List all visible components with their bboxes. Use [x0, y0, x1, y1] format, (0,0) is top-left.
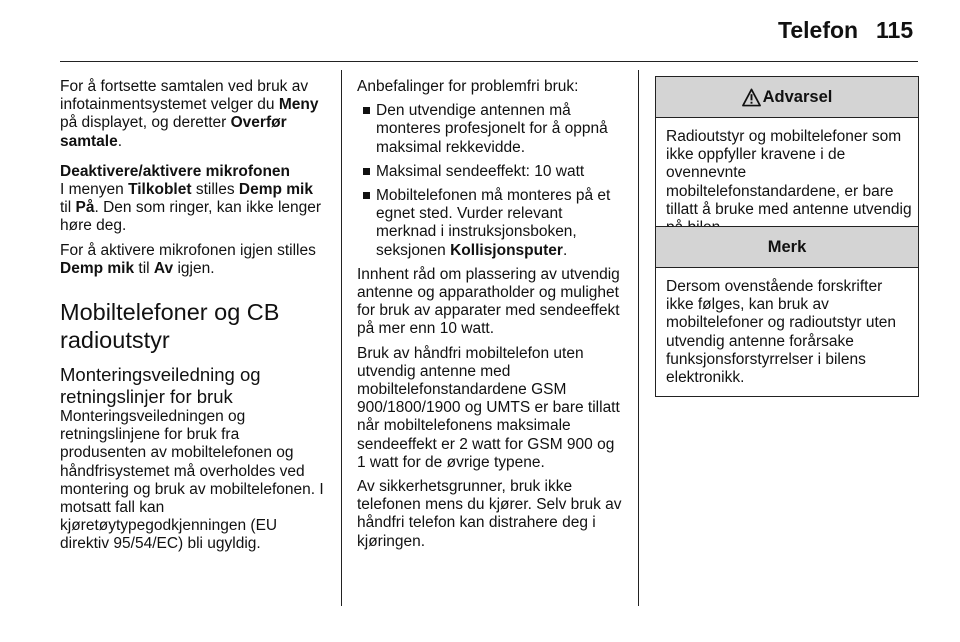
bullet-icon	[363, 107, 370, 114]
note-box	[655, 226, 919, 397]
bullet-icon	[363, 192, 370, 199]
subheading-microphone: Deaktivere/aktivere mikrofonen	[60, 162, 291, 180]
subsection-title: Monteringsveiledning og retningslinjer for bruk	[60, 364, 261, 408]
column-divider-left	[341, 70, 342, 606]
section-title: Mobiltelefoner og CB radioutstyr	[60, 299, 280, 354]
warning-triangle-icon	[742, 88, 761, 107]
warning-box-title: Advarsel	[762, 87, 833, 106]
menu-term-meny: Meny	[278, 96, 319, 114]
warning-box	[655, 76, 919, 247]
list-item: Maksimal sendeeffekt: 10 watt	[357, 163, 625, 181]
column-divider-right	[638, 70, 639, 606]
header-divider	[60, 61, 918, 62]
menu-term-overfor-samtale: Overfør samtale	[60, 114, 287, 150]
paragraph-mute: I menyen Tilkoblet stilles Demp mik til På. Den som ringer, kan ikke lenger høre deg.	[60, 181, 322, 235]
paragraph-transfer-call: For å fortsette samtalen ved bruk av infotainmentsystemet velger du Meny på displayet, og deretter Overfør samtale.	[60, 78, 319, 150]
column-middle	[357, 78, 625, 557]
bullet-icon	[363, 168, 370, 175]
paragraph-installation: Monteringsveiledningen og retningslinjene for bruk fra produsenten av mobiltelefonen og håndfrisystemet må overholdes ved montering og bruk av mobiltelefonen. I motsatt fall kan kjøretøytypegodkjenningen (EU direktiv 95/54/EC) bli ugyldig.	[60, 408, 324, 553]
note-box-title: Merk	[767, 237, 807, 256]
note-box-body: Dersom ovenstående forskrifter ikke følges, kan bruk av mobiltelefoner og radioutstyr uten utvendig antenne forårsake funksjonsforstyrrelser i bilens elektronikk.	[666, 278, 897, 387]
note-box-header	[656, 227, 918, 268]
recommendations-intro: Anbefalinger for problemfri bruk:	[357, 78, 579, 95]
paragraph-safety: Av sikkerhetsgrunner, bruk ikke telefonen mens du kjører. Selv bruk av håndfri telefon kan distrahere deg i kjøringen.	[357, 478, 622, 550]
warning-box-header	[656, 77, 918, 118]
paragraph-antenna-advice: Innhent råd om plassering av utvendig antenne og apparatholder og mulighet for bruk av apparater med sendeeffekt på mer enn 10 watt.	[357, 265, 620, 338]
page-title: Telefon	[778, 17, 859, 43]
warning-box-body: Radioutstyr og mobiltelefoner som ikke oppfyller kravene i de ovennevnte mobiltelefonstandardene, er bare tillatt å bruke med antenne utvendig	[666, 128, 912, 218]
paragraph-handsfree-rules: Bruk av håndfri mobiltelefon uten utvendig antenne med mobiltelefonstandardene GSM 900/1800/1900 og UMTS er bare tillatt når mobiltelefonens maksimale sendeeffekt er 2 watt for GSM 900 og 1 watt for de øvrige typene.	[357, 344, 620, 471]
paragraph-unmute: For å aktivere mikrofonen igjen stilles Demp mik til Av igjen.	[60, 241, 316, 277]
page-number: 115	[876, 17, 914, 43]
column-left	[60, 78, 328, 560]
list-item: Mobiltelefonen må monteres på et egnet sted. Vurder relevant merknad i instruksjonsboken, seksjonen Kollisjonsputer.	[357, 187, 625, 260]
list-item: Den utvendige antennen må monteres profesjonelt for å oppnå maksimal rekkevidde.	[357, 102, 625, 157]
recommendations-list	[357, 102, 625, 260]
